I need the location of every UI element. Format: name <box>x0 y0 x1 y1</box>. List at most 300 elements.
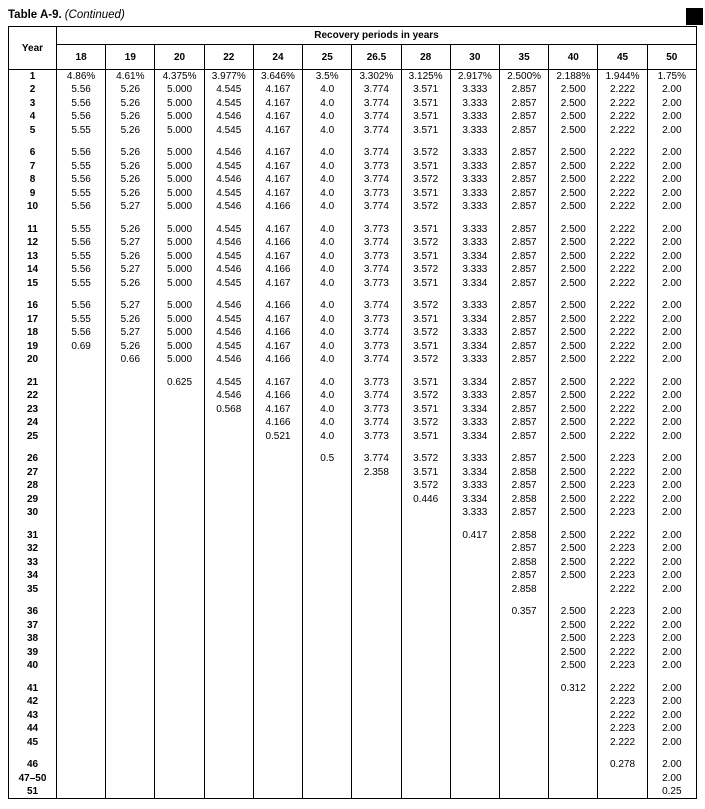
rate-value-cell <box>352 569 401 583</box>
rate-value-cell: 2.222 <box>598 200 647 214</box>
rate-value-cell: 3.572 <box>401 353 450 367</box>
rate-value-cell: 5.27 <box>106 263 155 277</box>
rate-value-cell: 3.333 <box>450 452 499 466</box>
rate-value-cell <box>450 646 499 660</box>
rate-value-cell: 2.500 <box>549 556 598 570</box>
rate-value-cell: 2.857 <box>499 353 548 367</box>
rate-value-cell: 2.857 <box>499 569 548 583</box>
rate-value-cell: 3.571 <box>401 110 450 124</box>
rate-value-cell: 4.167 <box>253 97 302 111</box>
rate-value-cell: 3.333 <box>450 416 499 430</box>
rate-value-cell: 3.572 <box>401 146 450 160</box>
rate-value-cell <box>106 682 155 696</box>
table-row <box>9 529 697 543</box>
rate-value-cell: 2.222 <box>598 529 647 543</box>
rate-value-cell <box>401 682 450 696</box>
rate-value-cell: 2.222 <box>598 682 647 696</box>
year-cell: 21 <box>9 376 57 390</box>
rate-value-cell: 0.278 <box>598 758 647 772</box>
rate-value-cell: 4.546 <box>204 200 253 214</box>
rate-value-cell: 2.00 <box>647 97 696 111</box>
rate-value-cell: 2.223 <box>598 632 647 646</box>
rate-value-cell: 3.334 <box>450 403 499 417</box>
rate-value-cell: 4.167 <box>253 110 302 124</box>
rate-value-cell: 0.5 <box>303 452 352 466</box>
rate-value-cell: 3.774 <box>352 124 401 138</box>
rate-value-cell: 3.773 <box>352 376 401 390</box>
rate-value-cell <box>352 542 401 556</box>
rate-value-cell <box>204 709 253 723</box>
rate-value-cell: 2.223 <box>598 605 647 619</box>
rate-value-cell: 2.500 <box>549 466 598 480</box>
table-row <box>9 493 697 507</box>
rate-value-cell: 5.000 <box>155 223 204 237</box>
table-row <box>9 506 697 520</box>
year-cell: 5 <box>9 124 57 138</box>
rate-value-cell: 4.167 <box>253 376 302 390</box>
year-cell: 32 <box>9 542 57 556</box>
rate-value-cell: 3.333 <box>450 97 499 111</box>
rate-value-cell <box>57 583 106 597</box>
rate-value-cell: 2.222 <box>598 263 647 277</box>
rate-value-cell: 2.500 <box>549 376 598 390</box>
rate-value-cell <box>450 619 499 633</box>
rate-value-cell: 2.00 <box>647 722 696 736</box>
rate-value-cell: 2.500 <box>549 479 598 493</box>
rate-value-cell <box>450 682 499 696</box>
rate-value-cell <box>106 659 155 673</box>
rate-value-cell: 2.222 <box>598 340 647 354</box>
rate-value-cell: 5.26 <box>106 223 155 237</box>
rate-value-cell: 2.00 <box>647 277 696 291</box>
rate-value-cell: 4.545 <box>204 277 253 291</box>
rate-value-cell: 2.857 <box>499 416 548 430</box>
rate-value-cell: 4.167 <box>253 223 302 237</box>
rate-value-cell: 2.222 <box>598 403 647 417</box>
rate-value-cell: 2.500 <box>549 619 598 633</box>
rate-value-cell: 5.56 <box>57 236 106 250</box>
rate-value-cell <box>204 682 253 696</box>
table-title-continued: (Continued) <box>64 9 125 21</box>
rate-value-cell <box>401 646 450 660</box>
table-row <box>9 646 697 660</box>
table-row <box>9 605 697 619</box>
rate-value-cell <box>57 493 106 507</box>
rate-value-cell: 3.572 <box>401 479 450 493</box>
rate-value-cell: 4.86% <box>57 70 106 84</box>
group-spacer-row <box>9 443 697 452</box>
rate-value-cell <box>57 452 106 466</box>
rate-value-cell <box>57 619 106 633</box>
rate-value-cell: 3.773 <box>352 223 401 237</box>
header-row-group <box>9 27 697 45</box>
rate-value-cell: 2.00 <box>647 236 696 250</box>
table-row <box>9 236 697 250</box>
year-cell: 26 <box>9 452 57 466</box>
rate-value-cell <box>155 659 204 673</box>
year-cell: 9 <box>9 187 57 201</box>
rate-value-cell: 3.334 <box>450 430 499 444</box>
rate-value-cell <box>303 695 352 709</box>
rate-value-cell <box>549 758 598 772</box>
rate-value-cell: 5.000 <box>155 173 204 187</box>
rate-value-cell: 2.500 <box>549 236 598 250</box>
rate-value-cell: 4.545 <box>204 340 253 354</box>
rate-value-cell: 4.0 <box>303 83 352 97</box>
table-row <box>9 466 697 480</box>
rate-value-cell: 4.167 <box>253 187 302 201</box>
rate-value-cell <box>401 619 450 633</box>
rate-value-cell: 2.858 <box>499 529 548 543</box>
table-row <box>9 353 697 367</box>
rate-value-cell: 2.857 <box>499 376 548 390</box>
rate-value-cell: 4.167 <box>253 124 302 138</box>
rate-value-cell: 2.00 <box>647 160 696 174</box>
rate-value-cell <box>450 583 499 597</box>
rate-value-cell: 2.222 <box>598 110 647 124</box>
rate-value-cell: 2.500 <box>549 250 598 264</box>
rate-value-cell: 3.571 <box>401 466 450 480</box>
rate-value-cell: 5.000 <box>155 353 204 367</box>
rate-value-cell <box>155 466 204 480</box>
rate-value-cell <box>106 389 155 403</box>
rate-value-cell <box>253 709 302 723</box>
rate-value-cell <box>204 736 253 750</box>
rate-value-cell <box>303 709 352 723</box>
rate-value-cell <box>204 772 253 786</box>
rate-value-cell: 2.857 <box>499 124 548 138</box>
rate-value-cell: 3.302% <box>352 70 401 84</box>
rate-value-cell: 2.00 <box>647 340 696 354</box>
rate-value-cell: 2.00 <box>647 605 696 619</box>
rate-value-cell: 4.546 <box>204 236 253 250</box>
rate-value-cell: 2.917% <box>450 70 499 84</box>
rate-value-cell: 2.857 <box>499 223 548 237</box>
rate-value-cell: 4.545 <box>204 250 253 264</box>
rate-value-cell <box>106 583 155 597</box>
rate-value-cell: 5.26 <box>106 97 155 111</box>
rate-value-cell <box>204 619 253 633</box>
rate-value-cell <box>352 736 401 750</box>
rate-value-cell: 2.858 <box>499 556 548 570</box>
rate-value-cell: 4.0 <box>303 236 352 250</box>
rate-value-cell <box>450 785 499 799</box>
year-cell: 1 <box>9 70 57 84</box>
rate-value-cell <box>499 682 548 696</box>
year-cell: 51 <box>9 785 57 799</box>
rate-value-cell: 3.773 <box>352 277 401 291</box>
year-cell: 33 <box>9 556 57 570</box>
table-row <box>9 758 697 772</box>
rate-value-cell <box>106 542 155 556</box>
rate-value-cell: 2.222 <box>598 493 647 507</box>
rate-value-cell: 2.222 <box>598 236 647 250</box>
rate-value-cell: 5.000 <box>155 200 204 214</box>
rate-value-cell <box>450 722 499 736</box>
rate-value-cell <box>155 605 204 619</box>
rate-value-cell <box>57 709 106 723</box>
rate-value-cell <box>106 722 155 736</box>
rate-value-cell <box>499 772 548 786</box>
rate-value-cell: 3.572 <box>401 452 450 466</box>
rate-value-cell: 4.166 <box>253 299 302 313</box>
rate-value-cell <box>401 736 450 750</box>
rate-value-cell <box>106 736 155 750</box>
rate-value-cell: 3.774 <box>352 200 401 214</box>
year-cell: 46 <box>9 758 57 772</box>
rate-value-cell: 0.69 <box>57 340 106 354</box>
rate-value-cell <box>106 758 155 772</box>
rate-value-cell <box>401 583 450 597</box>
rate-value-cell <box>499 736 548 750</box>
rate-value-cell <box>303 772 352 786</box>
rate-value-cell <box>352 632 401 646</box>
rate-value-cell: 2.223 <box>598 722 647 736</box>
rate-value-cell: 2.00 <box>647 772 696 786</box>
rate-value-cell: 0.568 <box>204 403 253 417</box>
rate-value-cell: 2.00 <box>647 506 696 520</box>
rate-value-cell: 2.222 <box>598 466 647 480</box>
rate-value-cell: 2.00 <box>647 263 696 277</box>
rate-value-cell: 2.500 <box>549 83 598 97</box>
rate-value-cell: 5.55 <box>57 187 106 201</box>
rate-value-cell <box>155 403 204 417</box>
year-cell: 4 <box>9 110 57 124</box>
rate-value-cell: 4.545 <box>204 376 253 390</box>
rate-value-cell: 4.0 <box>303 416 352 430</box>
year-cell: 43 <box>9 709 57 723</box>
table-row <box>9 736 697 750</box>
rate-value-cell <box>303 682 352 696</box>
rate-value-cell: 0.446 <box>401 493 450 507</box>
rate-value-cell <box>106 605 155 619</box>
rate-value-cell <box>352 619 401 633</box>
rate-value-cell: 2.00 <box>647 250 696 264</box>
rate-value-cell: 2.858 <box>499 493 548 507</box>
rate-value-cell: 3.333 <box>450 479 499 493</box>
rate-value-cell: 2.857 <box>499 173 548 187</box>
rate-value-cell <box>549 709 598 723</box>
rate-value-cell <box>352 506 401 520</box>
rate-value-cell <box>499 722 548 736</box>
rate-value-cell: 5.56 <box>57 97 106 111</box>
rate-value-cell <box>155 479 204 493</box>
rate-value-cell <box>598 772 647 786</box>
rate-value-cell <box>57 506 106 520</box>
rate-value-cell <box>106 493 155 507</box>
rate-value-cell: 2.00 <box>647 479 696 493</box>
rate-value-cell: 2.223 <box>598 569 647 583</box>
year-cell: 42 <box>9 695 57 709</box>
rate-value-cell: 2.222 <box>598 173 647 187</box>
rate-value-cell: 5.56 <box>57 326 106 340</box>
rate-value-cell: 2.222 <box>598 187 647 201</box>
rate-value-cell: 2.500 <box>549 299 598 313</box>
rate-value-cell: 1.75% <box>647 70 696 84</box>
rate-value-cell: 2.222 <box>598 299 647 313</box>
rate-value-cell: 3.333 <box>450 146 499 160</box>
rate-value-cell <box>155 785 204 799</box>
rate-value-cell: 3.773 <box>352 160 401 174</box>
period-header-cell: 45 <box>598 45 647 70</box>
rate-value-cell <box>450 605 499 619</box>
rate-value-cell <box>57 479 106 493</box>
rate-value-cell: 5.27 <box>106 326 155 340</box>
rate-value-cell: 3.773 <box>352 187 401 201</box>
rate-value-cell: 3.773 <box>352 403 401 417</box>
rate-value-cell <box>401 506 450 520</box>
table-row <box>9 430 697 444</box>
rate-value-cell <box>450 758 499 772</box>
rate-value-cell: 3.333 <box>450 173 499 187</box>
rate-value-cell: 3.333 <box>450 200 499 214</box>
rate-value-cell: 3.333 <box>450 236 499 250</box>
table-row <box>9 416 697 430</box>
rate-value-cell <box>106 569 155 583</box>
table-title <box>8 8 697 22</box>
rate-value-cell: 0.66 <box>106 353 155 367</box>
rate-value-cell <box>106 416 155 430</box>
rate-value-cell <box>204 659 253 673</box>
rate-value-cell: 2.222 <box>598 583 647 597</box>
rate-value-cell <box>253 506 302 520</box>
rate-value-cell: 3.571 <box>401 376 450 390</box>
rate-value-cell <box>57 682 106 696</box>
rate-value-cell: 5.26 <box>106 250 155 264</box>
rate-value-cell: 2.00 <box>647 619 696 633</box>
rate-value-cell: 2.00 <box>647 146 696 160</box>
year-cell: 19 <box>9 340 57 354</box>
rate-value-cell <box>57 736 106 750</box>
rate-value-cell: 5.26 <box>106 110 155 124</box>
rate-value-cell: 3.333 <box>450 353 499 367</box>
rate-value-cell <box>204 785 253 799</box>
rate-value-cell: 2.00 <box>647 493 696 507</box>
table-row <box>9 785 697 799</box>
rate-value-cell: 2.00 <box>647 430 696 444</box>
rate-value-cell <box>155 709 204 723</box>
rate-value-cell: 4.0 <box>303 223 352 237</box>
table-row <box>9 403 697 417</box>
rate-value-cell: 3.774 <box>352 97 401 111</box>
rate-value-cell: 3.334 <box>450 277 499 291</box>
year-cell: 27 <box>9 466 57 480</box>
rate-value-cell: 5.56 <box>57 173 106 187</box>
rate-value-cell: 2.222 <box>598 83 647 97</box>
rate-value-cell: 2.00 <box>647 529 696 543</box>
period-header-cell: 35 <box>499 45 548 70</box>
rate-value-cell: 3.571 <box>401 187 450 201</box>
year-cell: 15 <box>9 277 57 291</box>
rate-value-cell: 5.000 <box>155 97 204 111</box>
rate-value-cell <box>499 695 548 709</box>
rate-value-cell: 4.375% <box>155 70 204 84</box>
year-cell: 17 <box>9 313 57 327</box>
rate-value-cell: 2.00 <box>647 646 696 660</box>
rate-value-cell <box>204 452 253 466</box>
rate-value-cell <box>57 758 106 772</box>
rate-value-cell <box>106 466 155 480</box>
group-spacer-row <box>9 214 697 223</box>
rate-value-cell: 3.572 <box>401 200 450 214</box>
table-row <box>9 542 697 556</box>
rate-value-cell <box>450 632 499 646</box>
rate-value-cell: 4.546 <box>204 146 253 160</box>
rate-value-cell <box>253 583 302 597</box>
rate-value-cell: 2.00 <box>647 353 696 367</box>
year-cell: 39 <box>9 646 57 660</box>
rate-value-cell: 2.857 <box>499 506 548 520</box>
rate-value-cell <box>155 695 204 709</box>
rate-value-cell <box>303 736 352 750</box>
table-row <box>9 83 697 97</box>
rate-value-cell: 5.56 <box>57 263 106 277</box>
rate-value-cell <box>401 605 450 619</box>
rate-value-cell: 2.00 <box>647 187 696 201</box>
rate-value-cell: 2.00 <box>647 466 696 480</box>
rate-value-cell: 5.55 <box>57 160 106 174</box>
rate-value-cell: 4.167 <box>253 160 302 174</box>
rate-value-cell <box>57 605 106 619</box>
rate-value-cell <box>352 758 401 772</box>
rate-value-cell: 3.774 <box>352 299 401 313</box>
rate-value-cell <box>253 785 302 799</box>
rate-value-cell: 2.222 <box>598 619 647 633</box>
table-row <box>9 223 697 237</box>
year-cell: 24 <box>9 416 57 430</box>
rate-value-cell: 4.167 <box>253 403 302 417</box>
rate-value-cell: 2.223 <box>598 542 647 556</box>
rate-value-cell: 3.774 <box>352 173 401 187</box>
year-cell: 31 <box>9 529 57 543</box>
rate-value-cell <box>450 736 499 750</box>
rate-value-cell <box>204 646 253 660</box>
rate-value-cell <box>253 466 302 480</box>
rate-value-cell <box>57 529 106 543</box>
rate-value-cell <box>499 785 548 799</box>
rate-value-cell <box>303 583 352 597</box>
rate-value-cell: 3.571 <box>401 403 450 417</box>
rate-value-cell <box>401 659 450 673</box>
rate-value-cell <box>303 785 352 799</box>
table-row <box>9 263 697 277</box>
rate-value-cell: 2.00 <box>647 542 696 556</box>
year-cell: 38 <box>9 632 57 646</box>
rate-value-cell <box>155 569 204 583</box>
rate-value-cell: 3.773 <box>352 340 401 354</box>
table-row <box>9 326 697 340</box>
rate-value-cell <box>253 632 302 646</box>
table-row <box>9 376 697 390</box>
rate-value-cell <box>352 529 401 543</box>
rate-value-cell: 4.0 <box>303 340 352 354</box>
rate-value-cell <box>303 506 352 520</box>
rate-value-cell: 4.0 <box>303 146 352 160</box>
rate-value-cell: 2.500 <box>549 605 598 619</box>
rate-value-cell <box>401 542 450 556</box>
rate-value-cell <box>155 556 204 570</box>
year-cell: 14 <box>9 263 57 277</box>
rate-value-cell: 4.167 <box>253 173 302 187</box>
table-title-label: Table A-9. <box>8 9 62 21</box>
rate-value-cell: 4.0 <box>303 250 352 264</box>
year-cell: 29 <box>9 493 57 507</box>
rate-value-cell: 5.000 <box>155 110 204 124</box>
rate-value-cell: 2.858 <box>499 583 548 597</box>
rate-value-cell <box>303 466 352 480</box>
rate-value-cell: 2.222 <box>598 250 647 264</box>
rate-value-cell: 4.0 <box>303 376 352 390</box>
